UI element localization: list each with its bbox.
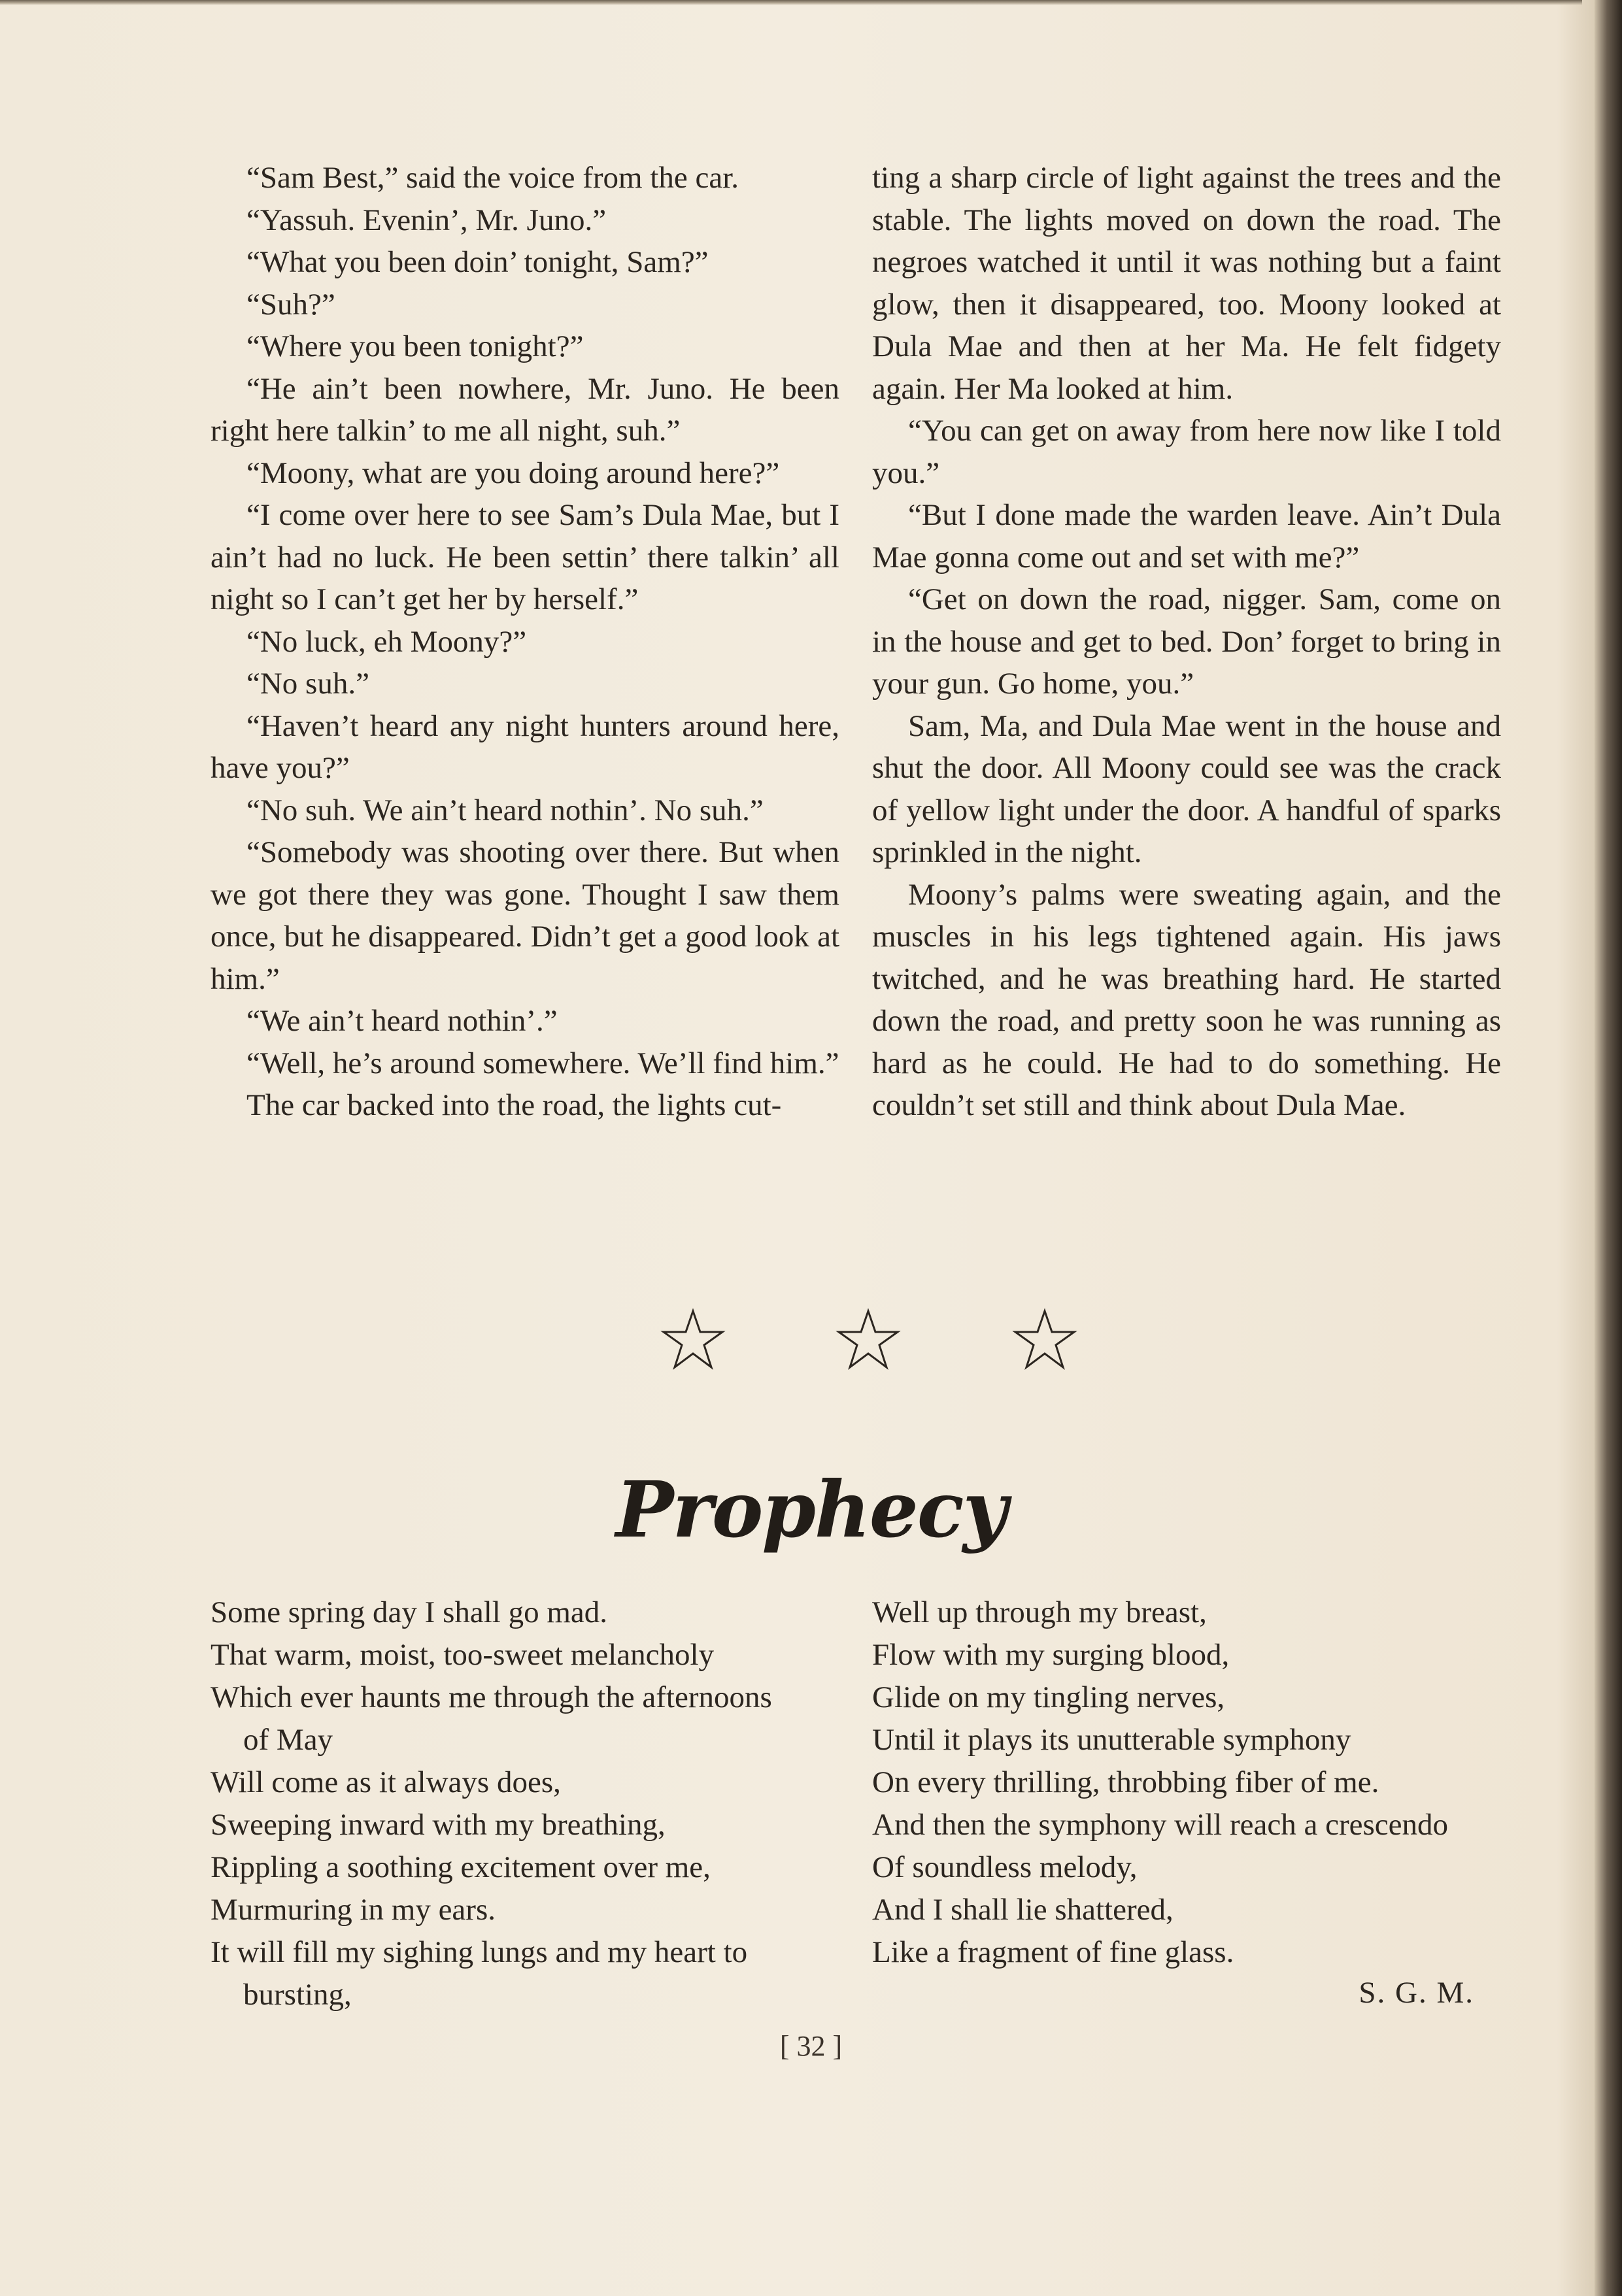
- poem-line: Murmuring in my ears.: [211, 1893, 496, 1927]
- poem-line: And I shall lie shattered,: [872, 1893, 1174, 1927]
- poem-line: Glide on my tingling nerves,: [872, 1680, 1225, 1714]
- story-paragraph: “Yassuh. Evenin’, Mr. Juno.”: [246, 203, 607, 237]
- poem-line: Which ever haunts me through the afternoons: [211, 1680, 772, 1714]
- story-right-column: [872, 157, 1501, 1127]
- page-top-edge: [0, 0, 1582, 5]
- poem-right-column: [872, 1591, 1513, 1974]
- poem-line: Some spring day I shall go mad.: [211, 1595, 608, 1629]
- story-paragraph: “No suh.”: [246, 667, 369, 701]
- page-number: [ 32 ]: [779, 2030, 843, 2062]
- poem-line: Flow with my surging blood,: [872, 1638, 1230, 1672]
- story-paragraph: “Somebody was shooting over there. But when we got there they was gone. Thought I saw them once, but he disappeared. Didn’t get a good look at him.”: [211, 835, 839, 996]
- story-paragraph: “No suh. We ain’t heard nothin’. No suh.”: [246, 793, 764, 827]
- poem-title: Prophecy: [615, 1464, 1007, 1555]
- poem-line: Sweeping inward with my breathing,: [211, 1808, 666, 1842]
- page-binding-edge: [1595, 0, 1622, 2296]
- story-paragraph: “Moony, what are you doing around here?”: [246, 456, 780, 490]
- poem-line: Well up through my breast,: [872, 1595, 1207, 1629]
- story-paragraph: “We ain’t heard nothin’.”: [246, 1004, 558, 1038]
- story-paragraph: “Suh?”: [246, 287, 335, 322]
- poem-line: Will come as it always does,: [211, 1765, 561, 1799]
- poem-line: And then the symphony will reach a crescendo: [872, 1808, 1448, 1842]
- star-outline-icon: [836, 1307, 901, 1373]
- poem-line: Rippling a soothing excitement over me,: [211, 1850, 711, 1884]
- story-paragraph: “But I done made the warden leave. Ain’t Dula Mae gonna come out and set with me?”: [872, 498, 1501, 574]
- star-outline-icon: [1012, 1307, 1077, 1373]
- poem-line: Like a fragment of fine glass.: [872, 1935, 1234, 1969]
- story-paragraph: The car backed into the road, the lights cut-: [246, 1088, 782, 1122]
- section-separator: [0, 1307, 1622, 1379]
- star-outline-icon: [660, 1307, 726, 1373]
- poem-line: bursting,: [243, 1978, 352, 2012]
- poem-line: It will fill my sighing lungs and my heart to: [211, 1935, 748, 1969]
- poem-line: of May: [243, 1723, 333, 1757]
- poem-line: Until it plays its unutterable symphony: [872, 1723, 1351, 1757]
- story-paragraph: “Sam Best,” said the voice from the car.: [246, 161, 739, 195]
- story-paragraph: “Get on down the road, nigger. Sam, come on in the house and get to bed. Don’ forget to bring in your gun. Go home, you.”: [872, 582, 1501, 701]
- poem-line: That warm, moist, too-sweet melancholy: [211, 1638, 715, 1672]
- poem-line: On every thrilling, throbbing fiber of me.: [872, 1765, 1379, 1799]
- story-paragraph: Moony’s palms were sweating again, and the muscles in his legs tightened again. His jaws twitched, and he was breathing hard. He started down the road, and pretty soon he was running as hard as he could. He had to do something. He couldn’t set still and think about Dula Mae.: [872, 877, 1501, 1122]
- story-left-column: [211, 157, 839, 1127]
- story-paragraph: “Well, he’s around somewhere. We’ll find him.”: [246, 1046, 839, 1080]
- poem-left-column: [211, 1591, 851, 2016]
- story-paragraph: “He ain’t been nowhere, Mr. Juno. He been right here talkin’ to me all night, suh.”: [211, 371, 839, 448]
- poem-signature: S. G. M.: [1359, 1976, 1474, 2010]
- story-paragraph-continuation: ting a sharp circle of light against the trees and the stable. The lights moved on down the road. The negroes watched it until it was nothing but a faint glow, then it disappeared, too. Moony looked at Dula Mae and then at her Ma. He felt fidgety again. Her Ma looked at him.: [872, 161, 1501, 406]
- story-paragraph: “What you been doin’ tonight, Sam?”: [246, 245, 709, 279]
- story-paragraph: “Where you been tonight?”: [246, 329, 584, 363]
- story-paragraph: Sam, Ma, and Dula Mae went in the house and shut the door. All Moony could see was the crack of yellow light under the door. A handful of sparks sprinkled in the night.: [872, 708, 1501, 869]
- poem-line: Of soundless melody,: [872, 1850, 1138, 1884]
- story-paragraph: “No luck, eh Moony?”: [246, 624, 527, 659]
- story-paragraph: “I come over here to see Sam’s Dula Mae, but I ain’t had no luck. He been settin’ there talkin’ all night so I can’t get her by herself.”: [211, 498, 839, 616]
- story-paragraph: “You can get on away from here now like I told you.”: [872, 414, 1501, 490]
- story-paragraph: “Haven’t heard any night hunters around here, have you?”: [211, 708, 839, 785]
